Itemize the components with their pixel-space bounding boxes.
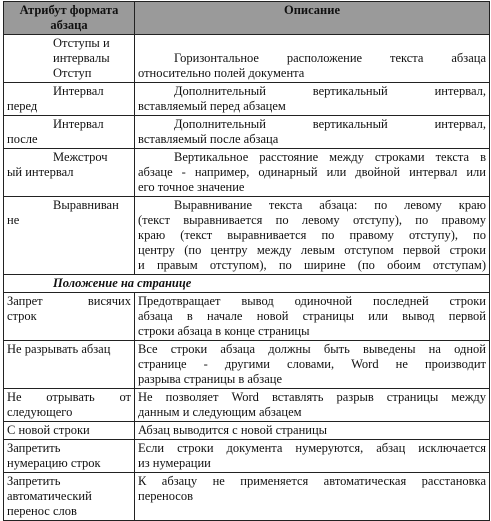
table-row (4, 389, 490, 422)
header-row (4, 2, 490, 35)
attr-label: Интервал (53, 84, 104, 98)
desc-cell (135, 293, 490, 341)
desc-line: Горизонтальное расположение текста абзаца (174, 51, 486, 65)
desc-cell (135, 422, 490, 440)
desc-line: Дополнительный вертикальный интервал, (174, 117, 486, 131)
group-cell (4, 35, 135, 83)
group-row (4, 275, 490, 293)
attr-label: Запретить (7, 441, 61, 455)
format-attributes-page (3, 1, 489, 518)
attr-label: Выравниван (53, 198, 119, 212)
attr-label: Запретить (7, 474, 61, 488)
desc-line: вставляемый перед абзацем (138, 99, 286, 113)
desc-cell (135, 440, 490, 473)
attr-cell (4, 197, 135, 275)
attr-cell (4, 149, 135, 197)
attr-cell (4, 83, 135, 116)
desc-cell (135, 83, 490, 116)
attr-label: Межстроч (53, 150, 108, 164)
desc-line: строки абзаца в конце страницы (138, 324, 310, 338)
attr-cell (4, 422, 135, 440)
table-row (4, 83, 490, 116)
desc-line: Предотвращает вывод одиночной последней строки (138, 294, 486, 308)
desc-line: вставляемый после абзаца (138, 132, 279, 146)
desc-line: из нумерации (138, 456, 211, 470)
desc-cell (135, 116, 490, 149)
attr-label: Запрет висячих (7, 294, 131, 308)
attr-label: Не разрывать абзац (7, 342, 111, 356)
desc-cell (135, 341, 490, 389)
attr-label: нумерацию строк (7, 456, 101, 470)
attr-label: ый интервал (7, 165, 74, 179)
table-row (4, 116, 490, 149)
attr-label: автоматический (7, 489, 92, 503)
desc-line: его точное значение (138, 180, 245, 194)
table-row (4, 149, 490, 197)
table-row (4, 197, 490, 275)
group-row (4, 35, 490, 83)
desc-line: абзаце - например, одинарный или двойной интервал или (138, 165, 486, 179)
header-description: Описание (135, 2, 490, 35)
desc-line: центру (по центру между левым отступом первой строки (138, 243, 486, 257)
desc-line: Если строки документа нумеруются, абзац исключается (138, 441, 486, 455)
table-row (4, 440, 490, 473)
attr-cell (4, 341, 135, 389)
desc-line: и правым отступом), по ширине (по обоим отступам) (138, 258, 486, 272)
desc-cell (135, 197, 490, 275)
desc-line: Вертикальное расстояние между строками текста в (174, 150, 486, 164)
attr-label: строк (7, 309, 37, 323)
attr-label: С новой строки (7, 423, 90, 437)
table-row (4, 293, 490, 341)
desc-line: относительно полей документа (138, 66, 305, 80)
attr-label: после (7, 132, 38, 146)
desc-line: переносов (138, 489, 193, 503)
desc-line: Не позволяет Word вставлять разрыв страницы между (138, 390, 486, 404)
attr-cell (4, 293, 135, 341)
desc-cell (135, 473, 490, 521)
attr-label: перенос слов (7, 504, 77, 518)
desc-line: Дополнительный вертикальный интервал, (174, 84, 486, 98)
group-cell (4, 275, 490, 293)
attr-label: перед (7, 99, 38, 113)
paragraph-format-table (3, 1, 490, 521)
attr-cell (4, 473, 135, 521)
desc-cell (135, 35, 490, 83)
group-title: Положение на странице (53, 276, 192, 290)
desc-line: разрыва страницы в абзаце (138, 372, 283, 386)
attr-label: Интервал (53, 117, 104, 131)
attr-label: Отступ (53, 66, 92, 80)
desc-line: Абзац выводится с новой страницы (138, 423, 328, 437)
group-title: Отступы и интервалы (53, 36, 110, 65)
spacer (138, 36, 486, 51)
desc-line: Все строки абзаца должны быть выведены на одной (138, 342, 486, 356)
attr-cell (4, 389, 135, 422)
table-row (4, 473, 490, 521)
desc-line: Выравнивание текста абзаца: по левому краю (174, 198, 486, 212)
desc-line: странице - другими словами, Word не производит (138, 357, 486, 371)
table-row (4, 422, 490, 440)
desc-line: К абзацу не применяется автоматическая расстановка (138, 474, 486, 488)
header-attribute: Атрибут формата абзаца (4, 2, 135, 35)
desc-line: абзаца в начале новой страницы или вывод первой (138, 309, 486, 323)
desc-line: краю (текст выравнивается по правому отступу), по (138, 228, 486, 242)
attr-cell (4, 440, 135, 473)
attr-cell (4, 116, 135, 149)
table-row (4, 341, 490, 389)
desc-line: данным и следующим абзацем (138, 405, 302, 419)
desc-cell (135, 389, 490, 422)
attr-label: следующего (7, 405, 73, 419)
attr-label: не (7, 213, 20, 227)
attr-label: Не отрывать от (7, 390, 131, 404)
desc-line: (текст выравнивается по левому отступу), по правому (138, 213, 486, 227)
desc-cell (135, 149, 490, 197)
